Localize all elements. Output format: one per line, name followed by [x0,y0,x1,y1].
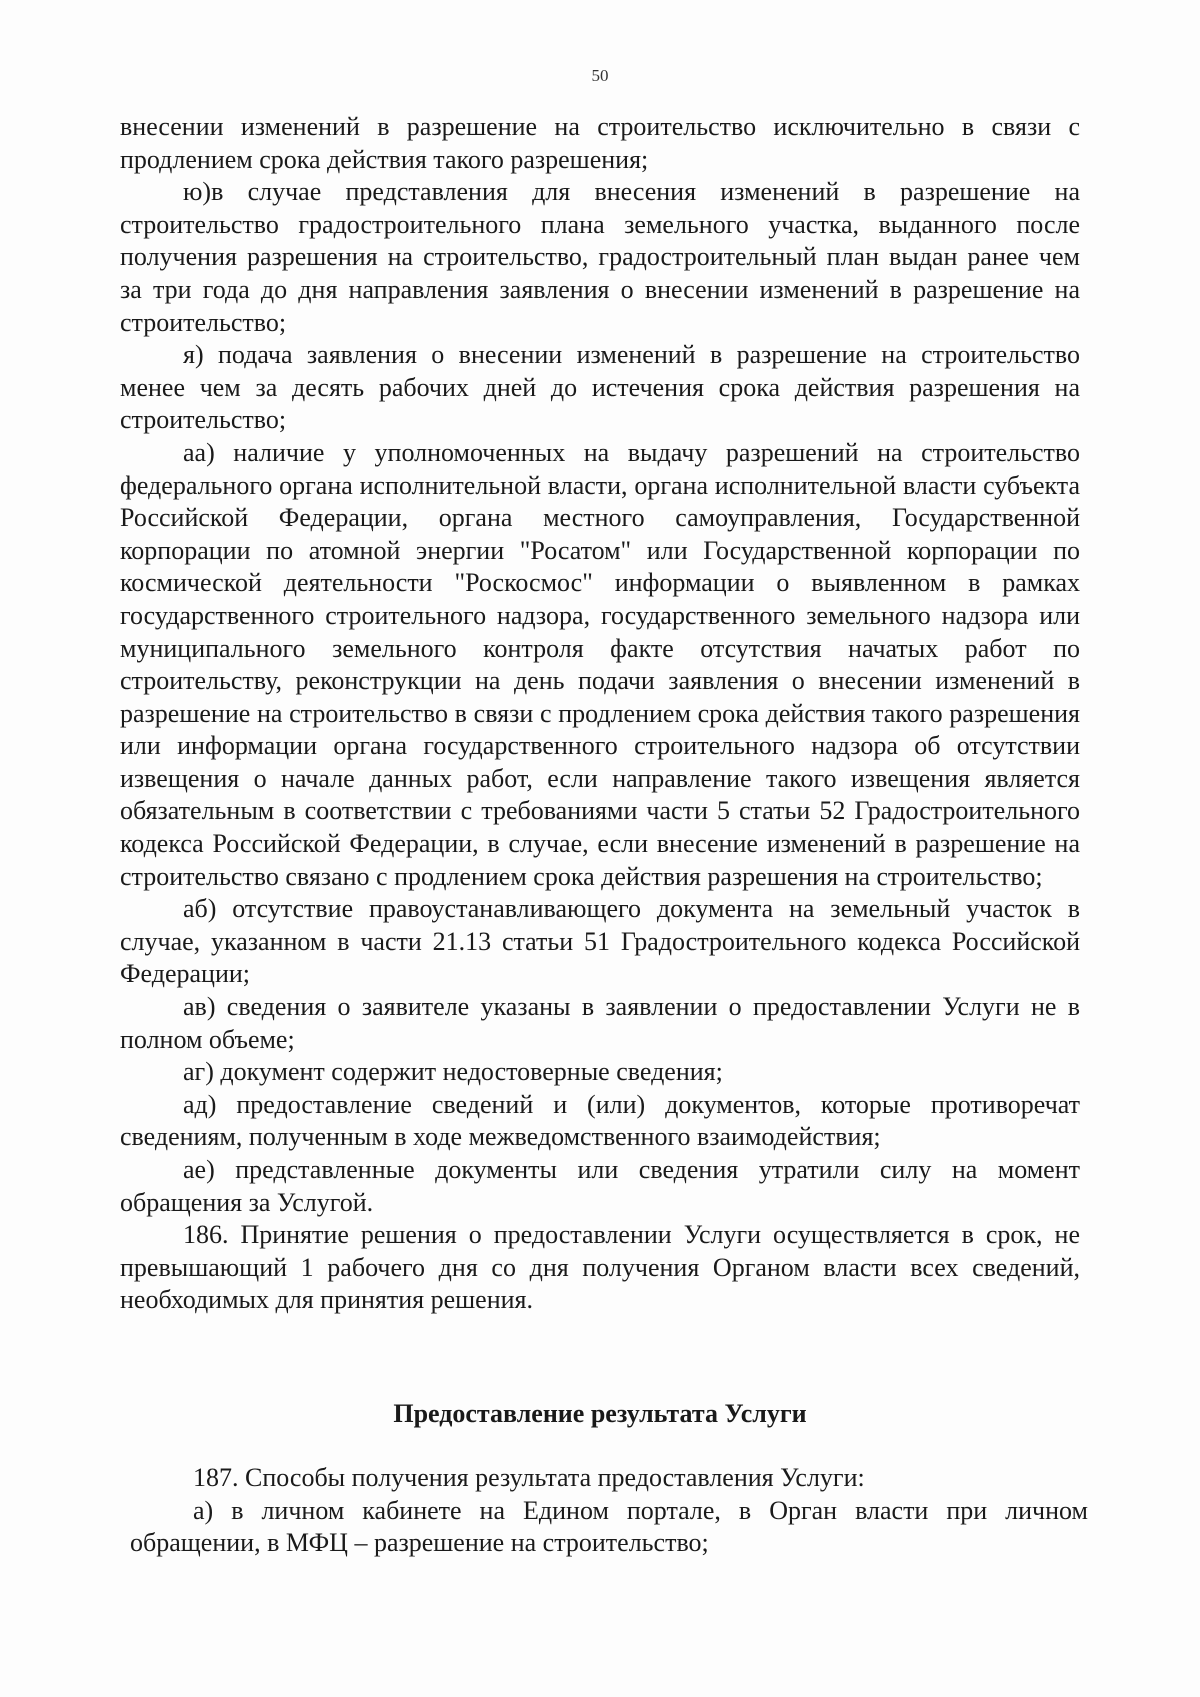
paragraph: ю)в случае представления для внесения изменений в разрешение на строительство градостроительного плана земельного участка, выданного после получения разрешения на строительство, градостроительный план выдан ранее чем за три года до дня направления заявления о внесении изменений в разрешение на строительство; [120,177,1080,337]
paragraph: аб) отсутствие правоустанавливающего документа на земельный участок в случае, указанном в части 21.13 статьи 51 Градостроительного кодекса Российской Федерации; [120,894,1080,989]
paragraph: я) подача заявления о внесении изменений в разрешение на строительство менее чем за десять рабочих дней до истечения срока действия разрешения на строительство; [120,340,1080,435]
paragraph: ав) сведения о заявителе указаны в заявлении о предоставлении Услуги не в полном объеме; [120,992,1080,1054]
paragraph: 186. Принятие решения о предоставлении Услуги осуществляется в срок, не превышающий 1 рабочего дня со дня получения Органом власти всех сведений, необходимых для принятия решения. [120,1220,1080,1315]
paragraph: а) в личном кабинете на Едином портале, в Орган власти при личном обращении, в МФЦ – разрешение на строительство; [130,1495,1088,1558]
paragraph: ад) предоставление сведений и (или) документов, которые противоречат сведениям, полученным в ходе межведомственного взаимодействия; [120,1089,1080,1152]
paragraph: 187. Способы получения результата предоставления Услуги: [193,1463,865,1492]
paragraph: ае) представленные документы или сведения утратили силу на момент обращения за Услугой. [120,1155,1080,1217]
page-number: 50 [591,66,609,85]
paragraph: внесении изменений в разрешение на строительство исключительно в связи с продлением срока действия такого разрешения; [120,112,1080,174]
body-text-block [120,111,1080,1317]
section-heading: Предоставление результата Услуги [393,1399,807,1428]
paragraph: аа) наличие у уполномоченных на выдачу разрешений на строительство федерального органа исполнительной власти, органа исполнительной власти субъекта Российской Федерации, органа местного самоуправления, Государственной корпорации по атомной энергии "Росатом" или Государственной корпорации по космической деятельности "Роскосмос" информации о выявленном в рамках государственного строительного надзора, государственного земельного надзора или муниципального земельного контроля факте отсутствия начатых работ по строительству, реконструкции на день подачи заявления о внесении изменений в разрешение на строительство в связи с продлением срока действия такого разрешения или информации органа государственного строительного надзора об отсутствии извещения о начале данных работ, если направление такого извещения является обязательным в соответствии с требованиями части 5 статьи 52 Градостроительного кодекса Российской Федерации, в случае, если внесение изменений в разрешение на строительство связано с продлением срока действия разрешения на строительство; [120,437,1080,891]
paragraph: аг) документ содержит недостоверные сведения; [183,1057,723,1087]
body-text-block-2 [130,1462,1088,1560]
